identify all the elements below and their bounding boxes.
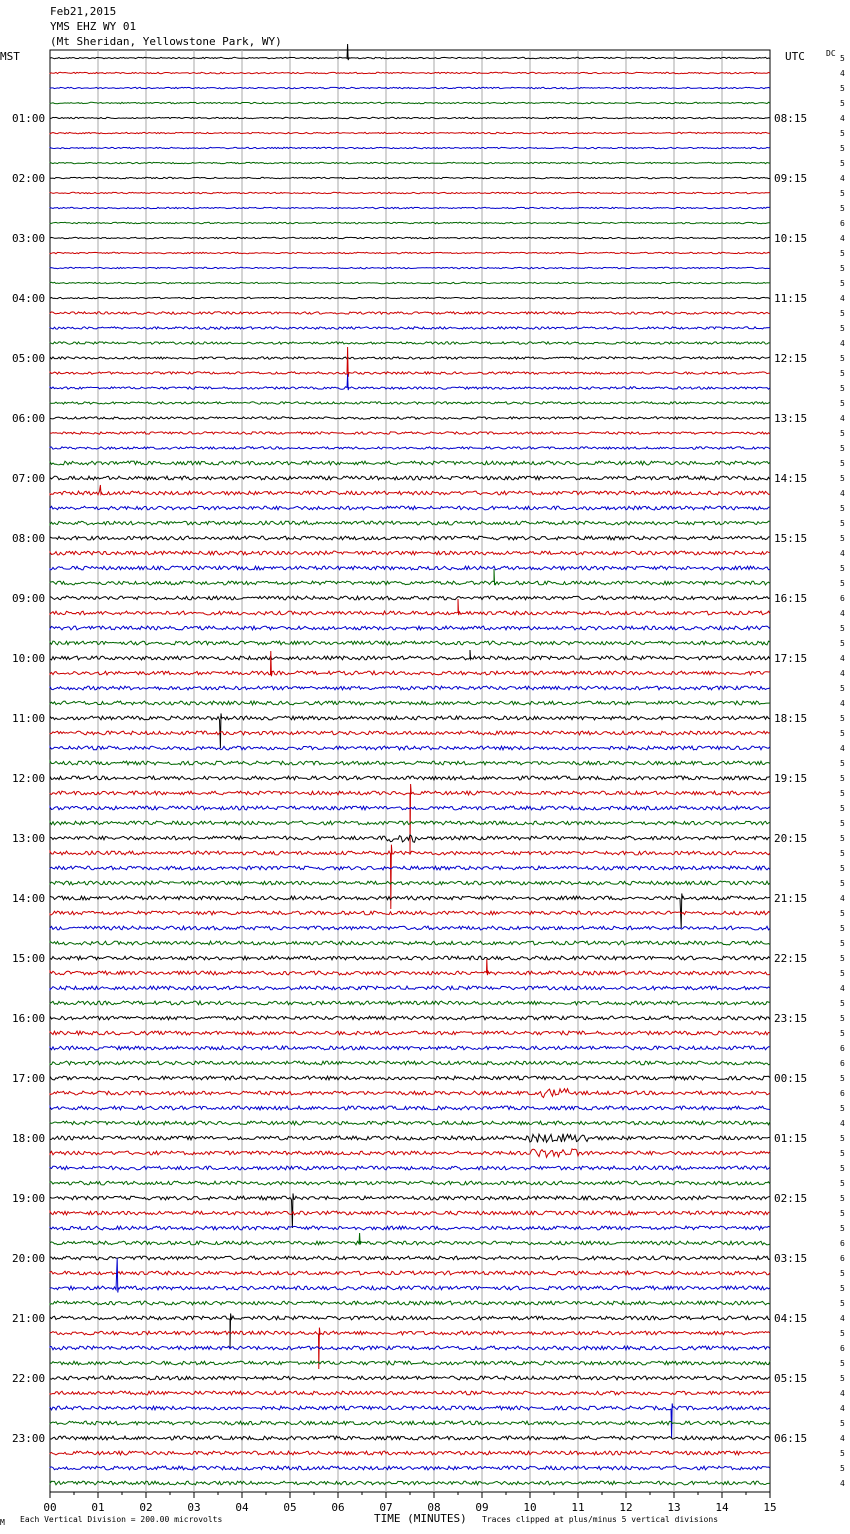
x-tick-label: 11 bbox=[571, 1501, 585, 1514]
dc-offset-label: 5 bbox=[840, 369, 845, 378]
dc-offset-label: 5 bbox=[840, 909, 845, 918]
dc-offset-label: 5 bbox=[840, 639, 845, 648]
trace-row bbox=[50, 1166, 770, 1170]
x-tick-label: 03 bbox=[187, 1501, 201, 1514]
dc-offset-label: 4 bbox=[840, 669, 845, 678]
right-hour-label: 09:15 bbox=[774, 172, 808, 185]
dc-offset-label: 5 bbox=[840, 324, 845, 333]
trace-row bbox=[50, 1421, 770, 1425]
dc-offset-label: 5 bbox=[840, 279, 845, 288]
left-hour-label: 16:00 bbox=[12, 1012, 46, 1025]
dc-offset-label: 5 bbox=[840, 1329, 845, 1338]
trace-row bbox=[50, 1149, 770, 1158]
dc-offset-label: 6 bbox=[840, 1239, 845, 1248]
trace-row bbox=[50, 761, 770, 765]
dc-offset-label: 5 bbox=[840, 429, 845, 438]
left-hour-label: 06:00 bbox=[12, 412, 46, 425]
trace-row bbox=[50, 1031, 770, 1035]
trace-row bbox=[50, 926, 770, 930]
dc-offset-label: 5 bbox=[840, 774, 845, 783]
seismic-traces bbox=[50, 44, 770, 1485]
left-hour-label: 09:00 bbox=[12, 592, 46, 605]
dc-offset-label: 4 bbox=[840, 414, 845, 423]
dc-offset-label: 5 bbox=[840, 1194, 845, 1203]
trace-row bbox=[50, 1376, 770, 1380]
trace-row bbox=[50, 506, 770, 510]
dc-offset-label: 5 bbox=[840, 1149, 845, 1158]
left-hour-label: 22:00 bbox=[12, 1372, 46, 1385]
dc-offset-label: 5 bbox=[840, 249, 845, 258]
left-hour-label: 11:00 bbox=[12, 712, 46, 725]
left-hour-label: 17:00 bbox=[12, 1072, 46, 1085]
right-hour-label: 16:15 bbox=[774, 592, 808, 605]
header-date: Feb21,2015 bbox=[50, 5, 117, 18]
dc-offset-label: 5 bbox=[840, 999, 845, 1008]
dc-offset-label: 5 bbox=[840, 759, 845, 768]
trace-row bbox=[50, 596, 770, 600]
x-tick-label: 00 bbox=[43, 1501, 57, 1514]
dc-offset-label: 5 bbox=[840, 519, 845, 528]
left-hour-label: 04:00 bbox=[12, 292, 46, 305]
right-hour-label: 22:15 bbox=[774, 952, 808, 965]
trace-row bbox=[50, 1466, 770, 1470]
dc-offset-label: 4 bbox=[840, 294, 845, 303]
x-axis-title: TIME (MINUTES) bbox=[374, 1512, 467, 1525]
left-hour-label: 18:00 bbox=[12, 1132, 46, 1145]
dc-offset-label: 4 bbox=[840, 174, 845, 183]
right-hour-label: 21:15 bbox=[774, 892, 808, 905]
trace-row bbox=[50, 374, 770, 390]
trace-row bbox=[50, 1089, 770, 1098]
dc-offset-label: 5 bbox=[840, 1029, 845, 1038]
left-hour-label: 10:00 bbox=[12, 652, 46, 665]
dc-offset-label: 4 bbox=[840, 1479, 845, 1488]
right-hour-label: 17:15 bbox=[774, 652, 808, 665]
x-tick-label: 13 bbox=[667, 1501, 681, 1514]
dc-offset-label: 5 bbox=[840, 1449, 845, 1458]
trace-row bbox=[50, 476, 770, 480]
x-tick-label: 14 bbox=[715, 1501, 729, 1514]
x-tick-label: 10 bbox=[523, 1501, 537, 1514]
trace-row bbox=[50, 312, 770, 314]
trace-row bbox=[50, 237, 770, 238]
trace-row bbox=[50, 1134, 770, 1143]
dc-offset-label: 6 bbox=[840, 1344, 845, 1353]
dc-offset-label: 4 bbox=[840, 699, 845, 708]
dc-offset-label: 5 bbox=[840, 1464, 845, 1473]
trace-row bbox=[50, 417, 770, 419]
trace-row bbox=[50, 402, 770, 404]
trace-row bbox=[50, 551, 770, 555]
right-timezone-label: UTC bbox=[785, 50, 805, 63]
trace-row bbox=[50, 959, 770, 975]
right-hour-label: 13:15 bbox=[774, 412, 808, 425]
trace-row bbox=[50, 536, 770, 540]
left-hour-label: 05:00 bbox=[12, 352, 46, 365]
left-hour-label: 08:00 bbox=[12, 532, 46, 545]
dc-offset-label: 5 bbox=[840, 189, 845, 198]
dc-offset-label: 6 bbox=[840, 1254, 845, 1263]
right-hour-label: 01:15 bbox=[774, 1132, 808, 1145]
trace-row bbox=[50, 566, 770, 570]
trace-row bbox=[50, 686, 770, 690]
trace-row bbox=[50, 357, 770, 359]
x-axis-ticks bbox=[43, 1492, 776, 1514]
trace-row bbox=[50, 521, 770, 525]
trace-row bbox=[50, 1301, 770, 1305]
corner-mark: M bbox=[0, 1518, 5, 1527]
dc-offset-label: 5 bbox=[840, 729, 845, 738]
x-tick-label: 07 bbox=[379, 1501, 393, 1514]
trace-row bbox=[50, 222, 770, 223]
right-hour-label: 02:15 bbox=[774, 1192, 808, 1205]
dc-offset-label: 5 bbox=[840, 444, 845, 453]
trace-row bbox=[50, 1211, 770, 1215]
trace-row bbox=[50, 342, 770, 344]
dc-offset-label: 5 bbox=[840, 354, 845, 363]
trace-row bbox=[50, 1194, 770, 1229]
left-hour-label: 21:00 bbox=[12, 1312, 46, 1325]
trace-row bbox=[50, 784, 770, 853]
dc-offset-label: 4 bbox=[840, 744, 845, 753]
dc-offset-label: 5 bbox=[840, 954, 845, 963]
dc-offset-label: 5 bbox=[840, 1179, 845, 1188]
trace-row bbox=[50, 1258, 770, 1293]
dc-offset-label: 5 bbox=[840, 264, 845, 273]
trace-row bbox=[50, 1436, 770, 1440]
trace-row bbox=[50, 894, 770, 929]
dc-offset-label: 5 bbox=[840, 714, 845, 723]
dc-offset-label: 5 bbox=[840, 1104, 845, 1113]
trace-row bbox=[50, 327, 770, 329]
right-hour-label: 14:15 bbox=[774, 472, 808, 485]
dc-offset-label: 5 bbox=[840, 54, 845, 63]
trace-row bbox=[50, 1226, 770, 1230]
trace-row bbox=[50, 207, 770, 208]
x-tick-label: 05 bbox=[283, 1501, 297, 1514]
dc-offset-label: 5 bbox=[840, 1209, 845, 1218]
trace-row bbox=[50, 87, 770, 88]
trace-row bbox=[50, 102, 770, 103]
dc-offset-label: 5 bbox=[840, 1269, 845, 1278]
right-hour-label: 19:15 bbox=[774, 772, 808, 785]
trace-row bbox=[50, 1256, 770, 1260]
trace-row bbox=[50, 117, 770, 118]
left-hour-label: 02:00 bbox=[12, 172, 46, 185]
trace-row bbox=[50, 941, 770, 945]
right-hour-label: 12:15 bbox=[774, 352, 808, 365]
left-hour-label: 23:00 bbox=[12, 1432, 46, 1445]
dc-offset-label: 6 bbox=[840, 1059, 845, 1068]
left-hour-labels bbox=[12, 112, 45, 1445]
dc-offset-label: 6 bbox=[840, 1089, 845, 1098]
dc-offset-label: 5 bbox=[840, 849, 845, 858]
dc-offset-label: 5 bbox=[840, 129, 845, 138]
trace-row bbox=[50, 881, 770, 885]
dc-offset-label: 4 bbox=[840, 114, 845, 123]
trace-row bbox=[50, 986, 770, 990]
x-tick-label: 09 bbox=[475, 1501, 489, 1514]
trace-row bbox=[50, 641, 770, 645]
right-hour-label: 11:15 bbox=[774, 292, 808, 305]
x-tick-label: 06 bbox=[331, 1501, 345, 1514]
left-hour-label: 01:00 bbox=[12, 112, 46, 125]
dc-offset-label: 4 bbox=[840, 489, 845, 498]
trace-row bbox=[50, 432, 770, 434]
trace-row bbox=[50, 866, 770, 870]
left-hour-label: 12:00 bbox=[12, 772, 46, 785]
trace-row bbox=[50, 626, 770, 630]
trace-row bbox=[50, 776, 770, 780]
header-station: YMS EHZ WY 01 bbox=[50, 20, 137, 33]
trace-row bbox=[50, 1001, 770, 1005]
trace-row bbox=[50, 1233, 770, 1245]
right-hour-label: 00:15 bbox=[774, 1072, 808, 1085]
trace-row bbox=[50, 162, 770, 163]
right-hour-labels bbox=[774, 112, 807, 1445]
dc-offset-label: 5 bbox=[840, 939, 845, 948]
trace-row bbox=[50, 1314, 770, 1349]
dc-offset-label: 5 bbox=[840, 474, 845, 483]
left-hour-label: 03:00 bbox=[12, 232, 46, 245]
dc-offset-label: 4 bbox=[840, 1404, 845, 1413]
dc-offset-label: 5 bbox=[840, 564, 845, 573]
trace-row bbox=[50, 650, 770, 660]
dc-offset-label: 5 bbox=[840, 1284, 845, 1293]
dc-offset-label: 4 bbox=[840, 69, 845, 78]
dc-offset-label: 5 bbox=[840, 1374, 845, 1383]
dc-offset-label: 5 bbox=[840, 969, 845, 978]
dc-offset-label: 5 bbox=[840, 834, 845, 843]
clip-note: Traces clipped at plus/minus 5 vertical divisions bbox=[482, 1515, 719, 1524]
trace-row bbox=[50, 1076, 770, 1080]
dc-offset-label: 5 bbox=[840, 819, 845, 828]
x-tick-label: 04 bbox=[235, 1501, 249, 1514]
dc-offset-label: 6 bbox=[840, 594, 845, 603]
trace-row bbox=[50, 1481, 770, 1485]
dc-offset-label: 5 bbox=[840, 384, 845, 393]
dc-offset-label: 4 bbox=[840, 1434, 845, 1443]
trace-row bbox=[50, 132, 770, 133]
dc-offset-label: 5 bbox=[840, 1014, 845, 1023]
scale-note: Each Vertical Division = 200.00 microvolts bbox=[20, 1515, 223, 1524]
trace-row bbox=[50, 911, 770, 915]
dc-offset-labels bbox=[840, 54, 845, 1488]
trace-row bbox=[50, 746, 770, 750]
trace-row bbox=[50, 1061, 770, 1065]
right-hour-label: 10:15 bbox=[774, 232, 808, 245]
dc-offset-label: 5 bbox=[840, 624, 845, 633]
trace-row bbox=[50, 192, 770, 193]
header-location: (Mt Sheridan, Yellowstone Park, WY) bbox=[50, 35, 282, 48]
dc-offset-label: 4 bbox=[840, 549, 845, 558]
trace-row bbox=[50, 297, 770, 298]
dc-offset-label: 5 bbox=[840, 684, 845, 693]
dc-offset-label: 5 bbox=[840, 924, 845, 933]
dc-offset-label: 5 bbox=[840, 459, 845, 468]
trace-row bbox=[50, 956, 770, 960]
left-hour-label: 20:00 bbox=[12, 1252, 46, 1265]
trace-row bbox=[50, 1271, 770, 1275]
trace-row bbox=[50, 1016, 770, 1020]
dc-offset-label: 5 bbox=[840, 879, 845, 888]
dc-offset-label: 4 bbox=[840, 654, 845, 663]
trace-row bbox=[50, 731, 770, 735]
right-hour-label: 18:15 bbox=[774, 712, 808, 725]
dc-offset-label: 5 bbox=[840, 1359, 845, 1368]
trace-row bbox=[50, 447, 770, 449]
dc-offset-label: 5 bbox=[840, 144, 845, 153]
left-hour-label: 14:00 bbox=[12, 892, 46, 905]
trace-row bbox=[50, 282, 770, 283]
left-hour-label: 13:00 bbox=[12, 832, 46, 845]
dc-offset-label: 5 bbox=[840, 534, 845, 543]
trace-row bbox=[50, 701, 770, 705]
plot-frame bbox=[50, 50, 770, 1492]
dc-offset-label: 4 bbox=[840, 609, 845, 618]
right-hour-label: 06:15 bbox=[774, 1432, 808, 1445]
right-hour-label: 05:15 bbox=[774, 1372, 808, 1385]
trace-row bbox=[50, 569, 770, 585]
right-hour-label: 15:15 bbox=[774, 532, 808, 545]
trace-row bbox=[50, 485, 770, 495]
dc-offset-label: 4 bbox=[840, 1389, 845, 1398]
dc-offset-label: 4 bbox=[840, 339, 845, 348]
dc-offset-label: 6 bbox=[840, 1044, 845, 1053]
trace-row bbox=[50, 845, 770, 909]
trace-row bbox=[50, 1046, 770, 1050]
right-hour-label: 04:15 bbox=[774, 1312, 808, 1325]
x-tick-label: 08 bbox=[427, 1501, 441, 1514]
dc-offset-label: 4 bbox=[840, 894, 845, 903]
dc-header-label: DC bbox=[826, 49, 836, 58]
dc-offset-label: 5 bbox=[840, 1134, 845, 1143]
dc-offset-label: 5 bbox=[840, 99, 845, 108]
trace-row bbox=[50, 1106, 770, 1110]
dc-offset-label: 5 bbox=[840, 1224, 845, 1233]
dc-offset-label: 5 bbox=[840, 1074, 845, 1083]
right-hour-label: 20:15 bbox=[774, 832, 808, 845]
left-hour-label: 19:00 bbox=[12, 1192, 46, 1205]
dc-offset-label: 5 bbox=[840, 159, 845, 168]
trace-row bbox=[50, 651, 770, 676]
trace-row bbox=[50, 267, 770, 268]
dc-offset-label: 4 bbox=[840, 984, 845, 993]
left-hour-label: 07:00 bbox=[12, 472, 46, 485]
minute-grid bbox=[98, 50, 722, 1492]
dc-offset-label: 5 bbox=[840, 309, 845, 318]
dc-offset-label: 5 bbox=[840, 204, 845, 213]
trace-row bbox=[50, 177, 770, 178]
dc-offset-label: 5 bbox=[840, 84, 845, 93]
dc-offset-label: 5 bbox=[840, 864, 845, 873]
dc-offset-label: 5 bbox=[840, 1419, 845, 1428]
trace-row bbox=[50, 1121, 770, 1125]
dc-offset-label: 5 bbox=[840, 1164, 845, 1173]
right-hour-label: 03:15 bbox=[774, 1252, 808, 1265]
trace-row bbox=[50, 1361, 770, 1365]
dc-offset-label: 4 bbox=[840, 234, 845, 243]
x-tick-label: 01 bbox=[91, 1501, 105, 1514]
trace-row bbox=[50, 1391, 770, 1395]
dc-offset-label: 6 bbox=[840, 219, 845, 228]
right-hour-label: 08:15 bbox=[774, 112, 808, 125]
trace-row bbox=[50, 599, 770, 615]
trace-row bbox=[50, 1181, 770, 1185]
dc-offset-label: 4 bbox=[840, 1314, 845, 1323]
x-tick-label: 02 bbox=[139, 1501, 153, 1514]
dc-offset-label: 5 bbox=[840, 399, 845, 408]
dc-offset-label: 4 bbox=[840, 1119, 845, 1128]
x-tick-label: 12 bbox=[619, 1501, 633, 1514]
trace-row bbox=[50, 252, 770, 253]
trace-row bbox=[50, 1451, 770, 1455]
dc-offset-label: 5 bbox=[840, 504, 845, 513]
dc-offset-label: 5 bbox=[840, 1299, 845, 1308]
x-tick-label: 15 bbox=[763, 1501, 777, 1514]
trace-row bbox=[50, 147, 770, 148]
left-hour-label: 15:00 bbox=[12, 952, 46, 965]
dc-offset-label: 5 bbox=[840, 579, 845, 588]
left-timezone-label: MST bbox=[0, 50, 20, 63]
dc-offset-label: 5 bbox=[840, 789, 845, 798]
trace-row bbox=[50, 347, 770, 377]
trace-row bbox=[50, 1346, 770, 1350]
dc-offset-label: 5 bbox=[840, 804, 845, 813]
trace-row bbox=[50, 72, 770, 73]
trace-row bbox=[50, 461, 770, 465]
right-hour-label: 23:15 bbox=[774, 1012, 808, 1025]
